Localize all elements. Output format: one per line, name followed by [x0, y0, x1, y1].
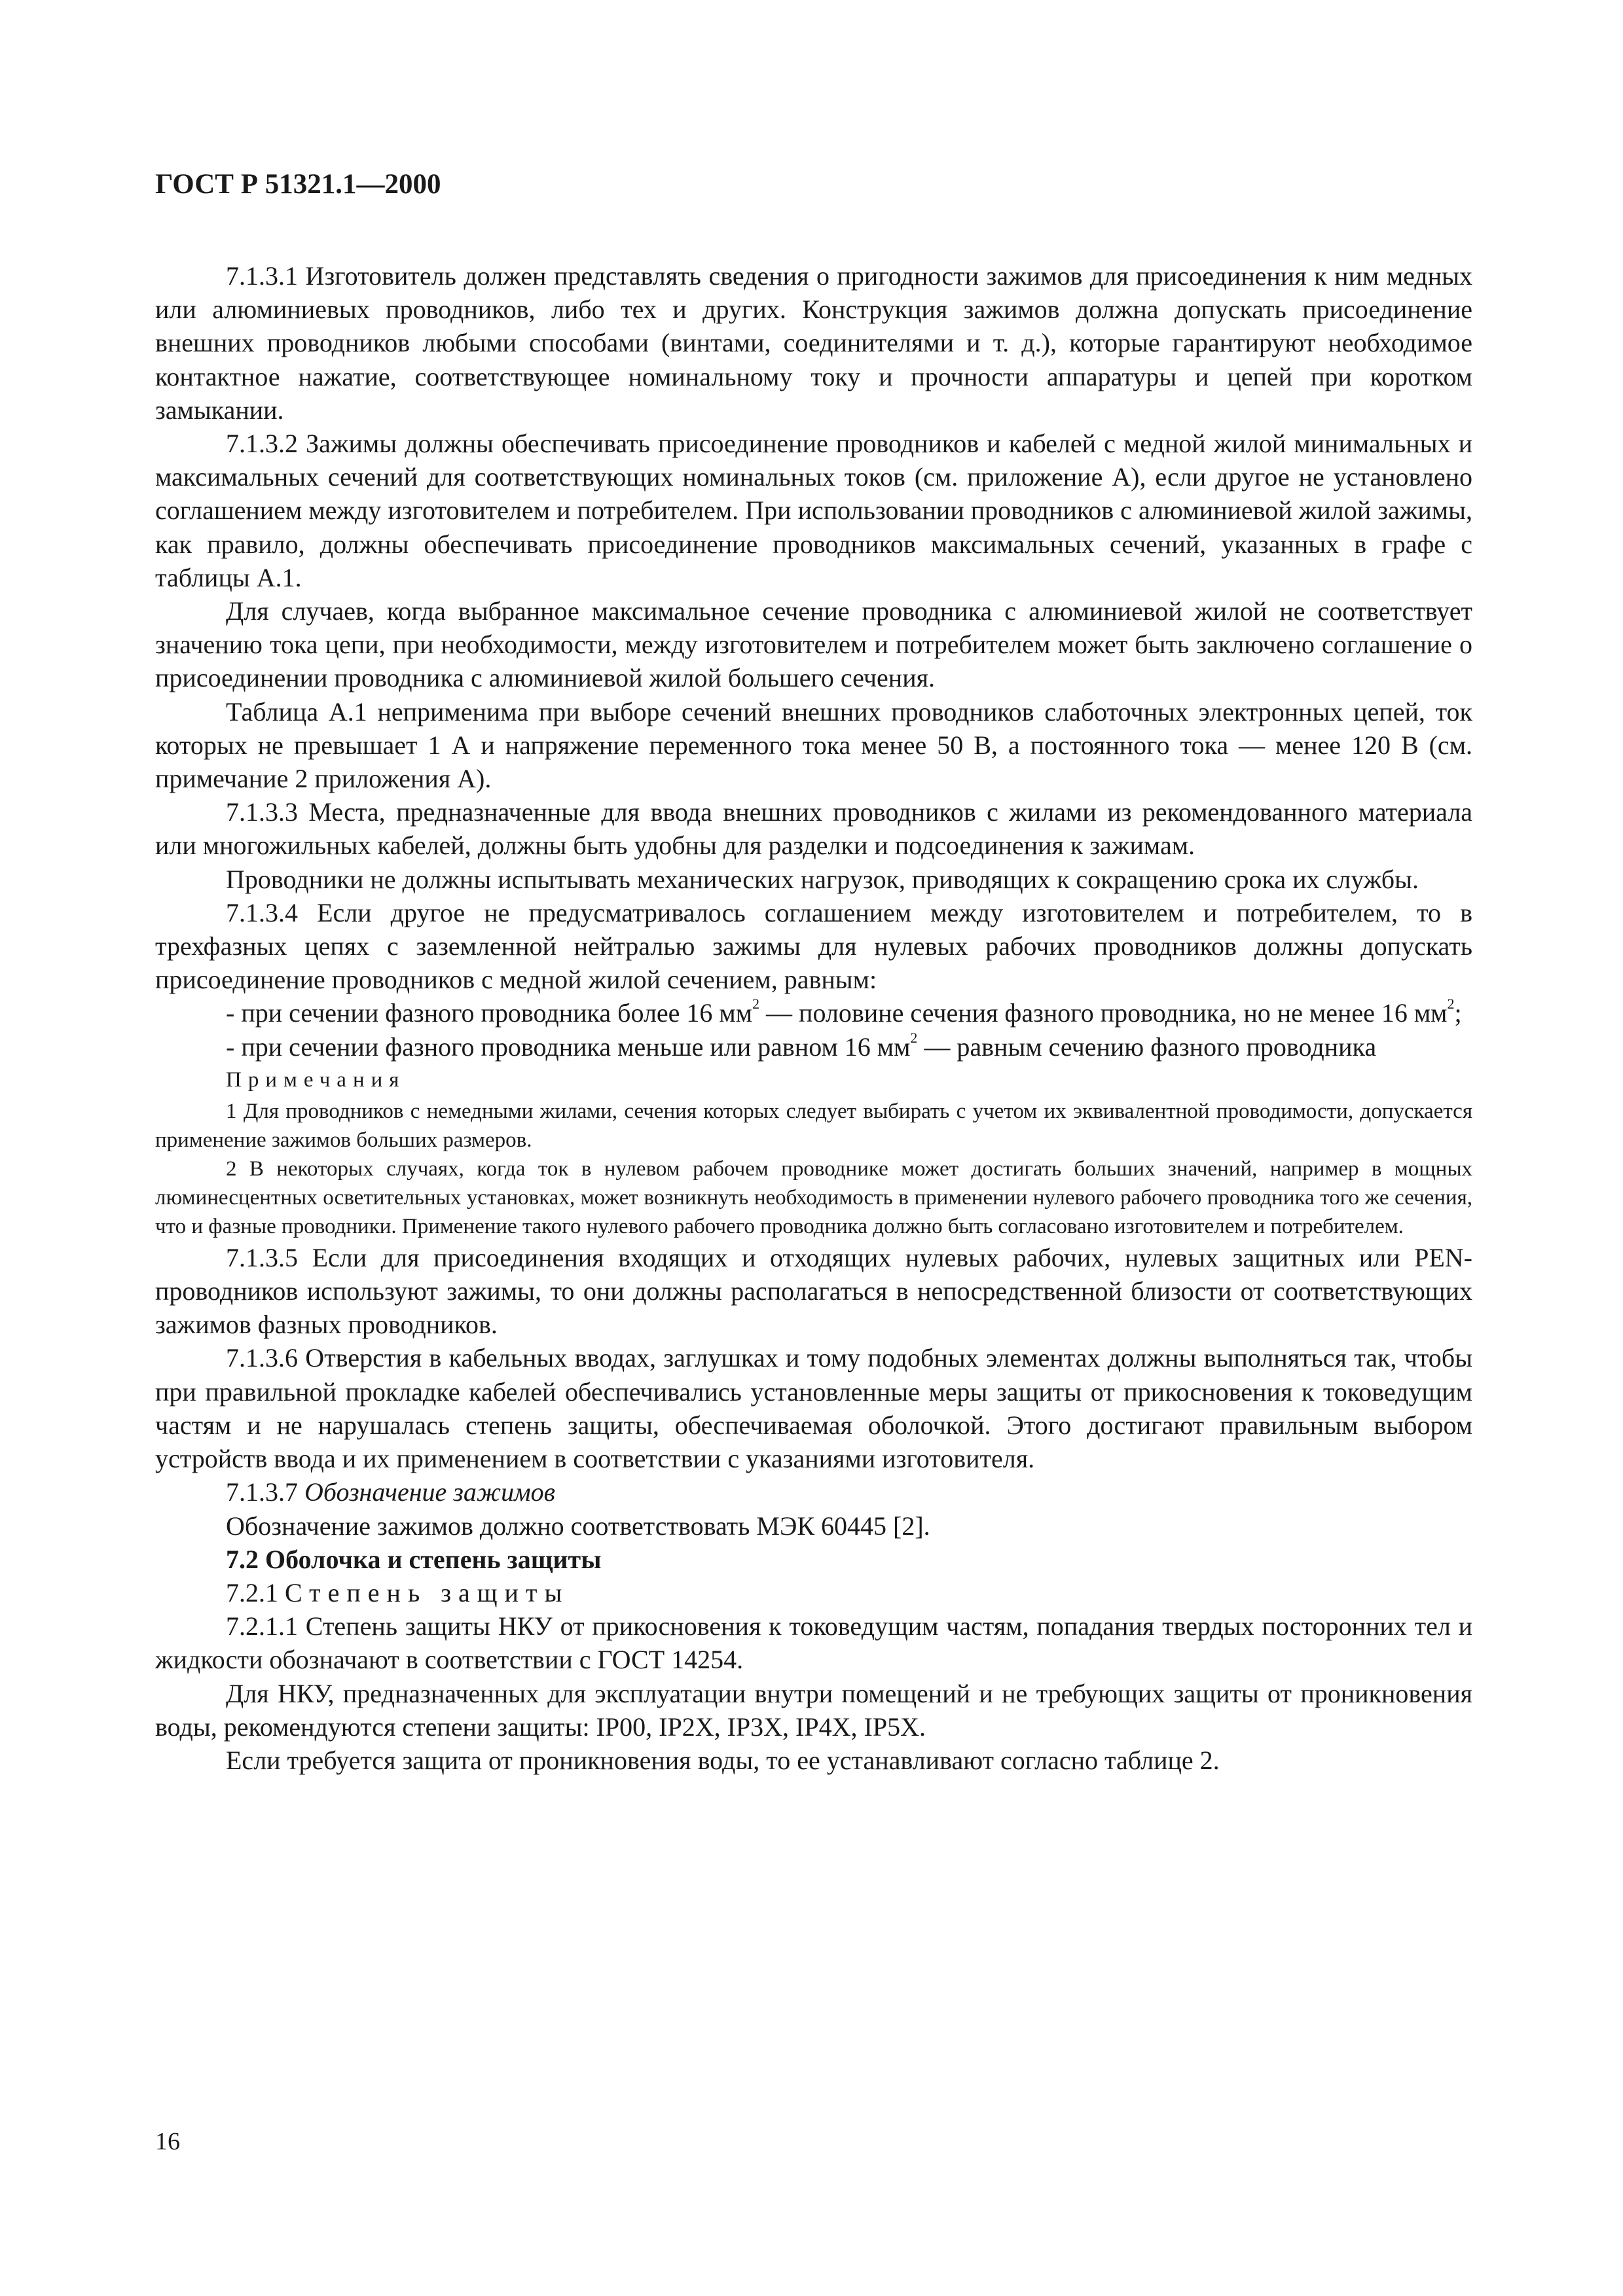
dash-item-text: ; [1454, 998, 1462, 1028]
document-id-header: ГОСТ Р 51321.1—2000 [155, 169, 441, 200]
paragraph-7-1-3-6: 7.1.3.6 Отверстия в кабельных вводах, заглушках и тому подобных элементах должны выполняться так, чтобы при правильной прокладке кабелей обеспечивались установленные меры защиты от прикосновения к токоведущим частям и не нарушалась степень защиты, обеспечиваемая оболочкой. Этого достигают правильным выбором устройств ввода и их применением в соответствии с указаниями изготовителя. [155, 1343, 1472, 1474]
paragraph-7-1-3-2: 7.1.3.2 Зажимы должны обеспечивать присоединение проводников и кабелей с медной жилой минимальных и максимальных сечений для соответствующих номинальных токов (см. приложение А), если другое не установлено соглашением между изготовителем и потребителем. При использовании проводников с алюминиевой жилой зажимы, как правило, должны обеспечивать присоединение проводников максимальных сечений, указанных в графе с таблицы А.1. [155, 429, 1472, 592]
section-7-2-heading: 7.2 Оболочка и степень защиты [226, 1544, 602, 1574]
dash-item-text: — половине сечения фазного проводника, но не менее 16 мм [759, 998, 1448, 1028]
paragraph-mechanical-loads: Проводники не должны испытывать механических нагрузок, приводящих к сокращению срока их службы. [226, 864, 1419, 894]
superscript: 2 [752, 996, 760, 1013]
paragraph-indoor-ip-codes: Для НКУ, предназначенных для эксплуатации внутри помещений и не требующих защиты от проникновения воды, рекомендуются степени защиты: IP00, IP2X, IP3X, IP4X, IP5X. [155, 1678, 1472, 1742]
paragraph-7-1-3-7-heading [155, 1475, 1472, 1509]
dash-item-text: - при сечении фазного проводника меньше или равном 16 мм [226, 1031, 911, 1062]
note-2: 2 В некоторых случаях, когда ток в нулевом рабочем проводнике может достигать больших значений, например в мощных люминесцентных осветительных установках, может возникнуть необходимость в применении нулевого рабочего проводника того же сечения, что и фазные проводники. Применение такого нулевого рабочего проводника должно быть согласовано изготовителем и потребителем. [155, 1157, 1472, 1238]
note-1: 1 Для проводников с немедными жилами, сечения которых следует выбирать с учетом их эквивалентной проводимости, допускается применение зажимов больших размеров. [155, 1099, 1472, 1152]
paragraph-aluminium-agreement: Для случаев, когда выбранное максимальное сечение проводника с алюминиевой жилой не соответствует значению тока цепи, при необходимости, между изготовителем и потребителем может быть заключено соглашение о присоединении проводника с алюминиевой жилой большего сечения. [155, 596, 1472, 693]
clause-number: 7.1.3.7 [226, 1477, 304, 1507]
paragraph-7-2-1-1: 7.2.1.1 Степень защиты НКУ от прикосновения к токоведущим частям, попадания твердых посторонних тел и жидкости обозначают в соответствии с ГОСТ 14254. [155, 1611, 1472, 1675]
dash-item-up-to-16 [155, 1030, 1472, 1064]
clause-number: 7.2.1 [226, 1577, 285, 1607]
paragraph-7-1-3-5: 7.1.3.5 Если для присоединения входящих и отходящих нулевых рабочих, нулевых защитных или PEN-проводников используют зажимы, то они должны располагаться в непосредственной близости от соответствующих зажимов фазных проводников. [155, 1242, 1472, 1340]
subsection-7-2-1-heading [155, 1576, 1472, 1609]
paragraph-table-a1-exception: Таблица А.1 неприменима при выборе сечений внешних проводников слаботочных электронных цепей, ток которых не превышает 1 А и напряжение переменного тока менее 50 В, а постоянного тока — менее 120 В (см. примечание 2 приложения А). [155, 696, 1472, 794]
paragraph-7-1-3-1: 7.1.3.1 Изготовитель должен представлять сведения о пригодности зажимов для присоединения к ним медных или алюминиевых проводников, либо тех и других. Конструкция зажимов должна допускать присоединение внешних проводников любыми способами (винтами, соединителями и т. д.), которые гарантируют необходимое контактное нажатие, соответствующее номинальному току и прочности аппаратуры и цепей при коротком замыкании. [155, 261, 1472, 425]
paragraph-terminal-marking: Обозначение зажимов должно соответствовать МЭК 60445 [2]. [226, 1511, 930, 1541]
paragraph-7-1-3-4: 7.1.3.4 Если другое не предусматривалось соглашением между изготовителем и потребителем, то в трехфазных цепях с заземленной нейтралью зажимы для нулевых рабочих проводников должны допускать присоединение проводников с медной жилой сечением, равным: [155, 897, 1472, 995]
superscript: 2 [910, 1029, 918, 1046]
dash-item-more-than-16 [155, 996, 1472, 1030]
dash-item-text: - при сечении фазного проводника более 16 мм [226, 998, 753, 1028]
clause-title: Обозначение зажимов [304, 1477, 556, 1507]
dash-item-text: — равным сечению фазного проводника [917, 1031, 1377, 1062]
page-number: 16 [155, 2128, 180, 2155]
clause-title: Степень защиты [285, 1577, 570, 1607]
superscript: 2 [1447, 996, 1455, 1013]
document-body [155, 259, 1472, 1777]
notes-heading: Примечания [226, 1067, 406, 1092]
paragraph-water-protection: Если требуется защита от проникновения воды, то ее устанавливают согласно таблице 2. [226, 1745, 1220, 1775]
paragraph-7-1-3-3: 7.1.3.3 Места, предназначенные для ввода внешних проводников с жилами из рекомендованного материала или многожильных кабелей, должны быть удобны для разделки и подсоединения к зажимам. [155, 797, 1472, 861]
